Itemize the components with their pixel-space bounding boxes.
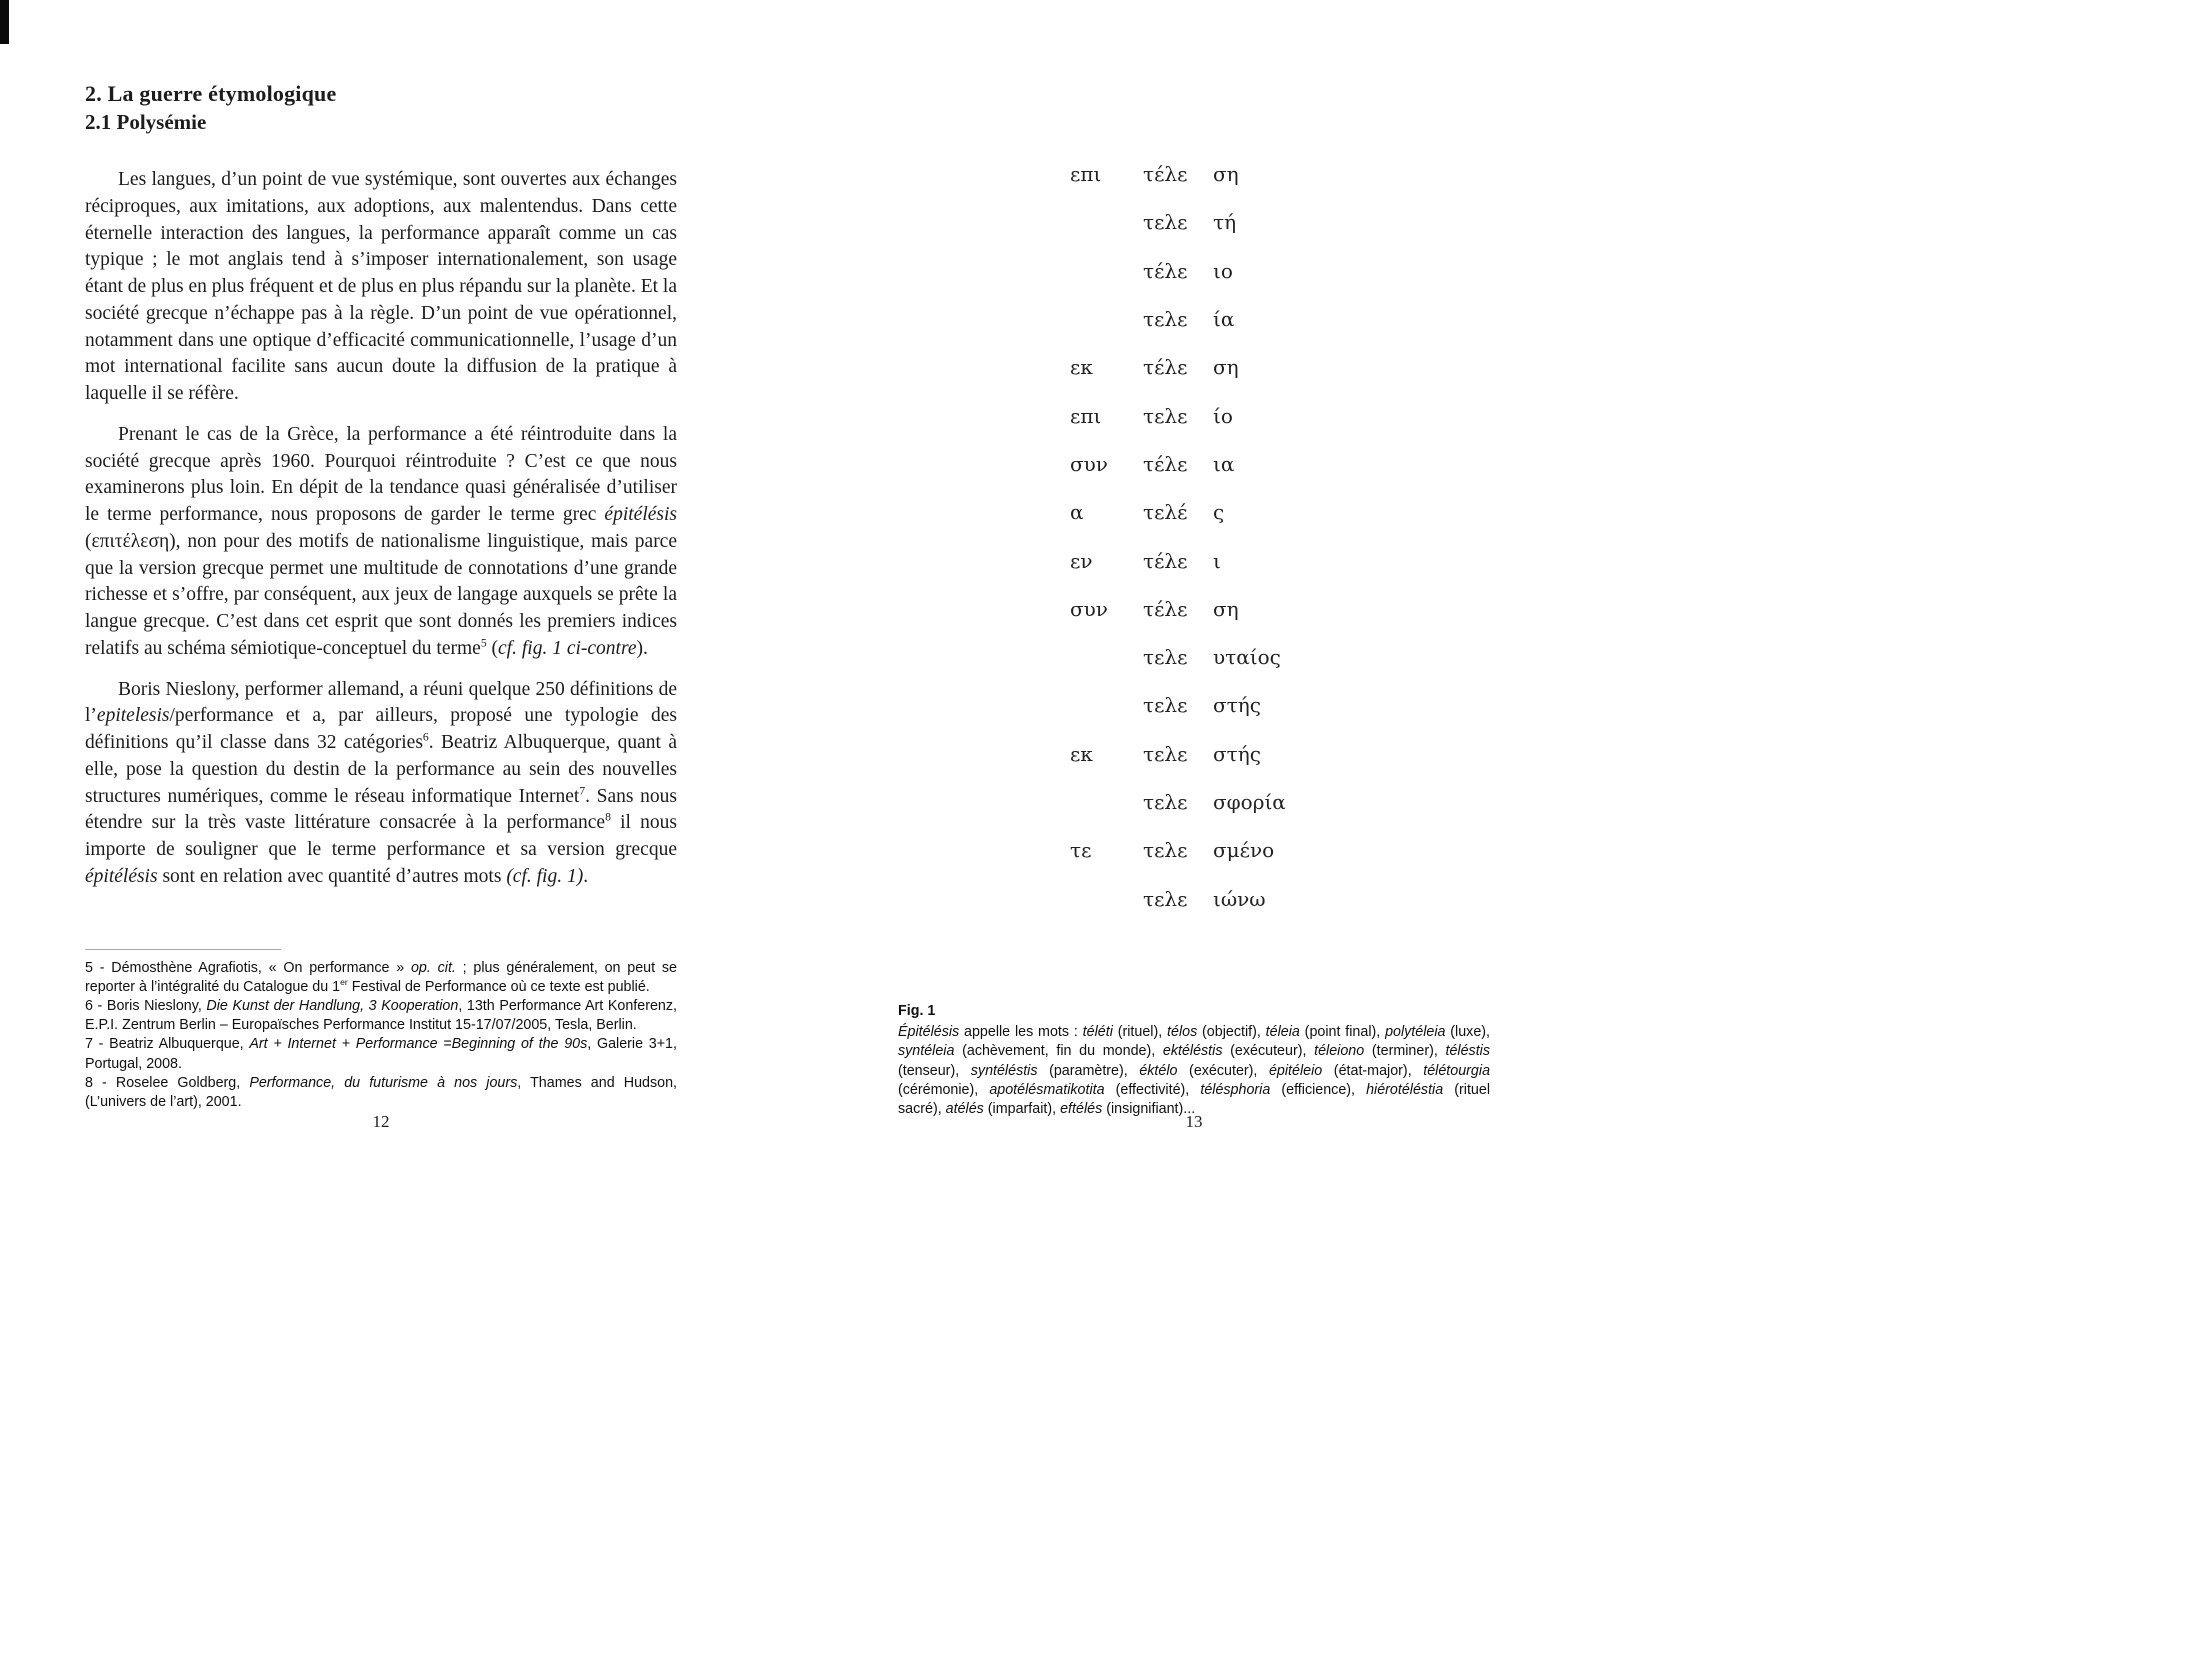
greek-suffix-cell: στής [1213,693,1261,718]
greek-word-row [1070,295,1413,343]
greek-root-cell: τελε [1143,307,1188,332]
greek-suffix-cell: στής [1213,741,1261,766]
greek-root-cell: τελε [1143,403,1188,428]
greek-prefix-cell: εκ [1070,355,1093,380]
subsection-heading: 2.1 Polysémie [85,110,207,134]
greek-suffix-cell: ση [1213,355,1239,380]
greek-prefix-cell: συν [1070,596,1108,621]
greek-prefix-cell: επι [1070,403,1102,428]
greek-root-cell: τέλε [1143,451,1188,476]
greek-root-cell: τελε [1143,741,1188,766]
greek-root-cell: τέλε [1143,596,1188,621]
greek-suffix-cell: ιώνω [1213,886,1266,911]
section-heading: 2. La guerre étymologique [85,81,337,106]
footnote: 7 - Beatriz Albuquerque, Art + Internet + Performance =Beginning of the 90s, Galerie 3+1, Portugal, 2008. [85,1036,677,1072]
greek-word-row [1070,391,1413,439]
greek-word-row [1070,343,1413,391]
footnote: 6 - Boris Nieslony, Die Kunst der Handlung, 3 Kooperation, 13th Performance Art Konferenz, E.P.I. Zentrum Berlin – Europaïsches Performance Institut 15-17/07/2005, Tesla, Berlin. [85,997,677,1034]
greek-root-cell: τελε [1143,210,1188,235]
body-paragraph: Boris Nieslony, performer allemand, a réuni quelque 250 définitions de l’epitelesis/performance et a, par ailleurs, proposé une typologie des définitions qu’il classe dans 32 catégories$^6$. Beatriz Albuquerque, quant à elle, pose la question du destin de la performance au sein des nouvelles structures numériques, comme le réseau informatique Internet$^7$. Sans nous étendre sur la très vaste littérature consacrée à la performance$^8$ il nous importe de souligner que le terme performance et sa version grecque épitélésis sont en relation avec quantité d’autres mots (cf. fig. 1). [85,678,677,887]
greek-prefix-cell: συν [1070,451,1108,476]
greek-suffix-cell: ία [1213,307,1235,332]
body-paragraph: Prenant le cas de la Grèce, la performance a été réintroduite dans la société grecque après 1960. Pourquoi réintroduite ? C’est ce que nous examinerons plus loin. En dépit de la tendance quasi généralisée d’utiliser le terme performance, nous proposons de garder le terme grec épitélésis (επιτέλεση), non pour des motifs de nationalisme linguistique, mais parce que la version grecque permet une multitude de connotations d’une grande richesse et s’offre, par conséquent, aux jeux de langage auxquels se prête la langue grecque. C’est dans cet esprit que sont donnés les premiers indices relatifs au schéma sémiotique-conceptuel du terme$^5$ (cf. fig. 1 ci-contre). [85,423,677,659]
greek-suffix-cell: ι [1213,548,1221,573]
greek-word-row [1070,440,1413,488]
greek-root-cell: τελε [1143,886,1188,911]
footnote: 5 - Démosthène Agrafiotis, « On performance » op. cit. ; plus généralement, on peut se reporter à l’intégralité du Catalogue du 1er Festival de Performance où ce texte est publié. [85,959,677,995]
greek-word-row [1070,247,1413,295]
greek-root-cell: τέλε [1143,355,1188,380]
greek-root-cell: τέλε [1143,548,1188,573]
greek-suffix-cell: σμένο [1213,838,1275,863]
greek-prefix-cell: τε [1070,838,1092,863]
greek-suffix-cell: ια [1213,451,1235,476]
scan-edge-mark [0,0,9,44]
greek-suffix-cell: ση [1213,596,1239,621]
greek-word-row [1070,198,1413,246]
page-number-left: 12 [372,1112,390,1131]
greek-word-row [1070,730,1413,778]
footnote-divider [85,949,281,950]
greek-word-row [1070,681,1413,729]
greek-word-row [1070,150,1413,198]
greek-suffix-cell: ς [1213,500,1225,525]
greek-prefix-cell: επι [1070,162,1102,187]
greek-root-cell: τέλε [1143,162,1188,187]
figure-caption-label: Fig. 1 [898,1003,936,1019]
figure-1-greek-table [1070,150,1413,923]
greek-root-cell: τέλε [1143,258,1188,283]
greek-suffix-cell: ιο [1213,258,1233,283]
greek-prefix-cell: εν [1070,548,1093,573]
greek-word-row [1070,874,1413,922]
greek-suffix-cell: ση [1213,162,1239,187]
footnote: 8 - Roselee Goldberg, Performance, du futurisme à nos jours, Thames and Hudson, (L’univers de l’art), 2001. [85,1074,677,1110]
greek-root-cell: τελε [1143,838,1188,863]
page-number-right: 13 [1185,1112,1203,1131]
greek-word-row [1070,826,1413,874]
body-paragraph: Les langues, d’un point de vue systémique, sont ouvertes aux échanges réciproques, aux imitations, aux adoptions, aux malentendus. Dans cette éternelle interaction des langues, la performance apparaît comme un cas typique ; le mot anglais tend à s’imposer internationalement, son usage étant de plus en plus fréquent et de plus en plus répandu sur la planète. Et la société grecque n’échappe pas à la règle. D’un point de vue opérationnel, notamment dans une optique d’efficacité communicationnelle, l’usage d’un mot international facilite sans aucun doute la diffusion de la pratique à laquelle il se réfère. [85,169,677,404]
greek-suffix-cell: υταίος [1213,645,1281,670]
greek-root-cell: τελε [1143,645,1188,670]
figure-caption-text: Épitélésis appelle les mots : téléti (rituel), télos (objectif), téleia (point final), polytéleia (luxe), syntéleia (achèvement, fin du monde), ektéléstis (exécuteur), téleiono (terminer), téléstis (tenseur), syntéléstis (paramètre), éktélo (exécuter), épitéleio (état-major), télétourgia (cérémonie), apotélésmatikotita (effectivité), télésphoria (efficience), hiérotéléstia (rituel sacré), atélés (imparfait), eftélés (insignifiant)... [898,1024,1491,1118]
greek-word-row [1070,778,1413,826]
greek-word-row [1070,633,1413,681]
greek-suffix-cell: σφορία [1213,790,1286,814]
page-left-text-column [85,80,677,1112]
greek-root-cell: τελε [1143,790,1188,814]
greek-word-row [1070,488,1413,536]
figure-1-caption [898,1002,1490,1119]
greek-prefix-cell: α [1070,500,1084,525]
greek-root-cell: τελε [1143,693,1188,718]
greek-suffix-cell: τή [1213,210,1237,235]
greek-root-cell: τελέ [1143,500,1188,525]
greek-prefix-cell: εκ [1070,741,1093,766]
greek-suffix-cell: ίο [1213,403,1233,428]
greek-word-row [1070,585,1413,633]
greek-word-row [1070,536,1413,584]
